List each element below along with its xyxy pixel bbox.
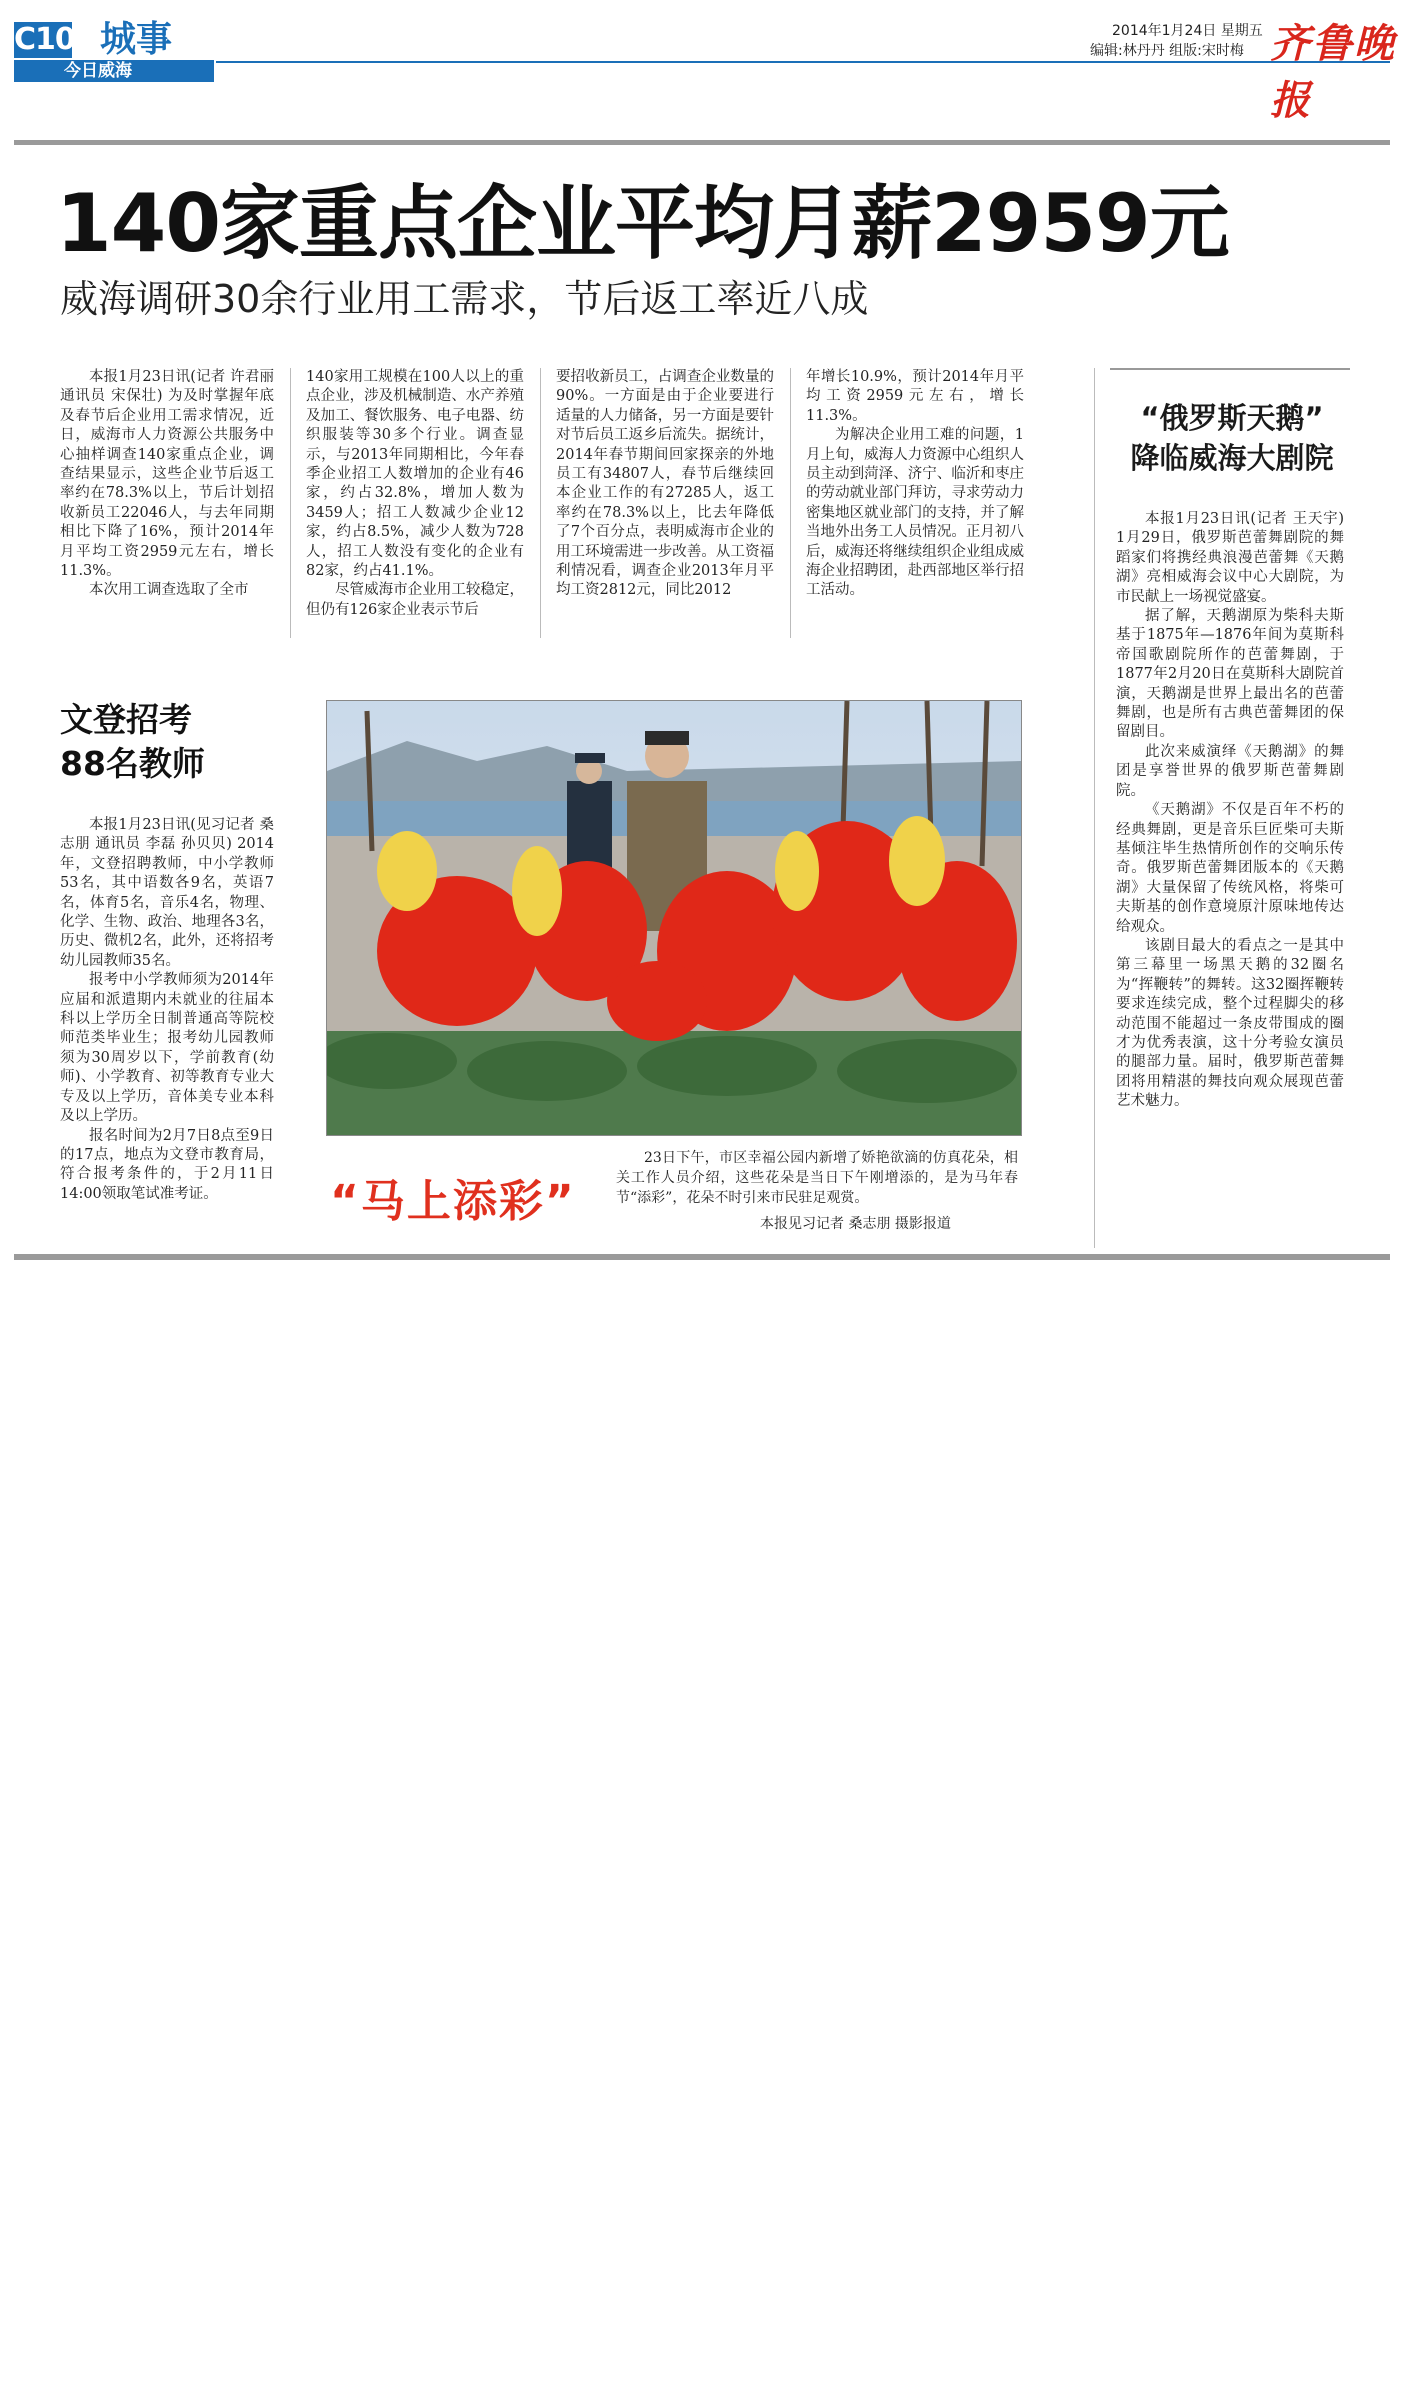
photo-caption-title: “马上添彩”: [330, 1176, 576, 1227]
paragraph: 本报1月23日讯(见习记者 桑志朋 通讯员 李磊 孙贝贝) 2014年，文登招聘教师，中小学教师53名，其中语数各9名，英语7名，体育5名，音乐4名，物理、化学、生物、政治、地理各3名，历史、微机2名，此外，还将招考幼儿园教师35名。: [60, 817, 274, 969]
sidebar-headline: [1112, 398, 1352, 478]
section-title: 城事: [100, 19, 173, 60]
photo-caption: [616, 1148, 1018, 1208]
sidebar-top-rule: [1110, 368, 1350, 370]
photo-illustration: [327, 701, 1021, 1135]
caption-text: 23日下午，市区幸福公园内新增了娇艳欲滴的仿真花朵，相关工作人员介绍，这些花朵是当日下午刚增添的，是为马年春节“添彩”，花朵不时引来市民驻足观赏。: [616, 1150, 1018, 1206]
headline-line: 降临威海大剧院: [1130, 441, 1334, 475]
main-column-3: [556, 368, 774, 601]
paragraph: 要招收新员工，占调查企业数量的90%。一方面是由于企业要进行适量的人力储备，另一方面是要针对节后员工返乡后流失。据统计，2014年春节期间回家探亲的外地员工有34807人，春节后继续回本企业工作的有27285人，返工率约在78.3%以上，比去年降低了7个百分点，表明威海市企业的用工环境需进一步改善。从工资福利情况看，调查企业2013年月平均工资2812元，同比2012: [556, 369, 774, 599]
brief-body: [60, 816, 274, 1204]
paragraph: 年增长10.9%，预计2014年月平均工资2959元左右，增长11.3%。: [806, 369, 1024, 424]
main-column-1: [60, 368, 274, 601]
column-divider: [290, 368, 291, 638]
main-subheadline: 威海调研30余行业用工需求，节后返工率近八成: [60, 277, 869, 321]
main-column-2: [306, 368, 524, 620]
column-divider: [790, 368, 791, 638]
paragraph: 尽管威海市企业用工较稳定，但仍有126家企业表示节后: [306, 582, 524, 618]
photo-credit: 本报见习记者 桑志朋 摄影报道: [760, 1216, 951, 1232]
paragraph: 据了解，天鹅湖原为柴科夫斯基于1875年—1876年间为莫斯科帝国歌剧院所作的芭蕾舞剧，于1877年2月20日在莫斯科大剧院首演，天鹅湖是世界上最出名的芭蕾舞剧，也是所有古典芭蕾舞团的保留剧目。: [1116, 608, 1344, 741]
issue-date: 2014年1月24日 星期五: [1112, 23, 1263, 39]
paragraph: 本次用工调查选取了全市: [89, 582, 249, 599]
main-column-4: [806, 368, 1024, 601]
paragraph: 本报1月23日讯(记者 许君丽 通讯员 宋保壮) 为及时掌握年底及春节后企业用工需求情况，近日，威海市人力资源公共服务中心抽样调查140家重点企业，调查结果显示，这些企业节后返工率约在78.3%以上，节后计划招收新员工22046人，与去年同期相比下降了16%，预计2014年月平均工资2959元左右，增长11.3%。: [60, 369, 274, 580]
paragraph: 报名时间为2月7日8点至9日的17点，地点为文登市教育局，符合报考条件的，于2月11日14:00领取笔试准考证。: [60, 1127, 274, 1202]
subsection-bar: 今日威海: [14, 60, 214, 82]
paragraph: 《天鹅湖》不仅是百年不朽的经典舞剧，更是音乐巨匠柴可夫斯基倾注毕生热情所创作的交响乐传奇。俄罗斯芭蕾舞团版本的《天鹅湖》大量保留了传统风格，将柴可夫斯基的创作意境原汁原味地传达给观众。: [1116, 802, 1344, 935]
paragraph: 此次来威演绎《天鹅湖》的舞团是享誉世界的俄罗斯芭蕾舞剧院。: [1116, 743, 1344, 799]
paragraph: 报考中小学教师须为2014年应届和派遣期内未就业的往届本科以上学历全日制普通高等院校师范类毕业生；报考幼儿园教师须为30周岁以下，学前教育(幼师)、小学教育、初等教育专业大专及以上学历，音体美专业本科及以上学历。: [60, 972, 274, 1125]
paragraph: 本报1月23日讯(记者 王天宇) 1月29日，俄罗斯芭蕾舞剧院的舞蹈家们将携经典浪漫芭蕾舞《天鹅湖》亮相威海会议中心大剧院，为市民献上一场视觉盛宴。: [1116, 511, 1344, 605]
bottom-rule: [14, 1254, 1390, 1260]
news-photo: [326, 700, 1022, 1136]
top-rule: [14, 140, 1390, 145]
page-number: C10: [14, 22, 75, 57]
sidebar-body: [1116, 510, 1344, 1112]
brief-headline: [60, 698, 205, 786]
sidebar-divider: [1094, 368, 1095, 1248]
newspaper-logo: 齐鲁晚报: [1270, 20, 1396, 124]
paragraph: 该剧目最大的看点之一是其中第三幕里一场黑天鹅的32圈名为“挥鞭转”的舞转。这32圈挥鞭转要求连续完成，整个过程脚尖的移动范围不能超过一条皮带围成的圈才为优秀表演，这十分考验女演员的腿部力量。届时，俄罗斯芭蕾舞团将用精湛的舞技向观众展现芭蕾艺术魅力。: [1116, 937, 1344, 1110]
column-divider: [540, 368, 541, 638]
main-headline: 140家重点企业平均月薪2959元: [56, 177, 1229, 270]
editors-line: 编辑:林丹丹 组版:宋时梅: [1090, 43, 1244, 59]
paragraph: 为解决企业用工难的问题，1月上旬，威海人力资源中心组织人员主动到菏泽、济宁、临沂和枣庄的劳动就业部门拜访，寻求劳动力密集地区就业部门的支持，并了解当地外出务工人员情况。正月初八后，威海还将继续组织企业组成威海企业招聘团，赴西部地区举行招工活动。: [806, 427, 1024, 599]
paragraph: 140家用工规模在100人以上的重点企业，涉及机械制造、水产养殖及加工、餐饮服务、电子电器、纺织服装等30多个行业。调查显示，与2013年同期相比，今年春季企业招工人数增加的企业有46家，约占32.8%，增加人数为3459人；招工人数减少企业12家，约占8.5%，减少人数为728人，招工人数没有变化的企业有82家，约占41.1%。: [306, 369, 524, 580]
headline-line: 88名教师: [60, 744, 205, 783]
header-rule: [216, 61, 1390, 63]
headline-line: 文登招考: [60, 700, 192, 739]
headline-line: “俄罗斯天鹅”: [1140, 401, 1324, 435]
